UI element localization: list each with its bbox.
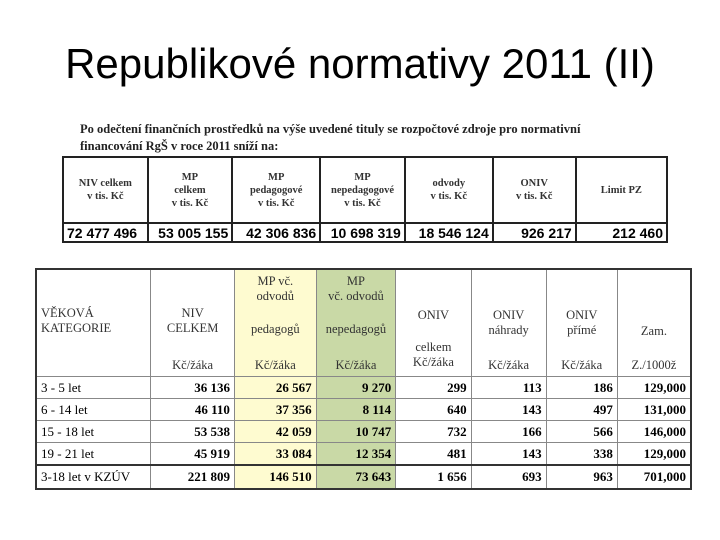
value-odvody: 18 546 124 <box>405 223 493 242</box>
header-oniv-celkem: ONIV celkem Kč/žáka <box>396 269 471 377</box>
table-row: 15 - 18 let 53 538 42 059 10 747 732 166 566 146,000 <box>36 421 691 443</box>
header-mp-pedagogu: MP vč. odvodů pedagogů Kč/žáka <box>234 269 316 377</box>
intro-text <box>80 121 680 155</box>
normative-table <box>35 268 692 490</box>
normative-table-header <box>36 269 691 377</box>
page-title: Republikové normativy 2011 (II) <box>65 40 655 87</box>
intro-line-1: Po odečtení finančních prostředků na výše uvedené tituly se rozpočtové zdroje pro normativní <box>80 122 581 136</box>
value-oniv: 926 217 <box>493 223 576 242</box>
header-oniv-prime: ONIV přímé Kč/žáka <box>546 269 617 377</box>
header-niv-celkem: NIV celkem v tis. Kč <box>63 157 148 223</box>
value-niv-celkem: 72 477 496 <box>63 223 148 242</box>
header-vekova-kategorie: VĚKOVÁ KATEGORIE <box>36 269 151 377</box>
header-mp-pedagogove: MP pedagogové v tis. Kč <box>232 157 320 223</box>
header-mp-nepedagogove: MP nepedagogové v tis. Kč <box>320 157 405 223</box>
header-limit-pz: Limit PZ <box>576 157 667 223</box>
summary-table <box>62 156 668 243</box>
header-zam: Zam. Z./1000ž <box>617 269 691 377</box>
header-mp-nepedagogu: MP vč. odvodů nepedagogů Kč/žáka <box>316 269 396 377</box>
value-mp-nepedagogove: 10 698 319 <box>320 223 405 242</box>
header-mp-celkem: MP celkem v tis. Kč <box>148 157 233 223</box>
value-limit-pz: 212 460 <box>576 223 667 242</box>
value-mp-pedagogove: 42 306 836 <box>232 223 320 242</box>
table-row: 3 - 5 let 36 136 26 567 9 270 299 113 186 129,000 <box>36 377 691 399</box>
intro-line-2: financování RgŠ v roce 2011 sníží na: <box>80 139 279 153</box>
header-oniv: ONIV v tis. Kč <box>493 157 576 223</box>
summary-table-header <box>63 157 667 223</box>
header-odvody: odvody v tis. Kč <box>405 157 493 223</box>
summary-table-row <box>63 223 667 242</box>
table-row: 6 - 14 let 46 110 37 356 8 114 640 143 497 131,000 <box>36 399 691 421</box>
table-row: 19 - 21 let 45 919 33 084 12 354 481 143 338 129,000 <box>36 443 691 466</box>
header-niv-celkem-2: NIV CELKEM Kč/žáka <box>151 269 235 377</box>
header-oniv-nahrady: ONIV náhrady Kč/žáka <box>471 269 546 377</box>
value-mp-celkem: 53 005 155 <box>148 223 233 242</box>
table-sum-row: 3-18 let v KZÚV 221 809 146 510 73 643 1 656 693 963 701,000 <box>36 465 691 489</box>
